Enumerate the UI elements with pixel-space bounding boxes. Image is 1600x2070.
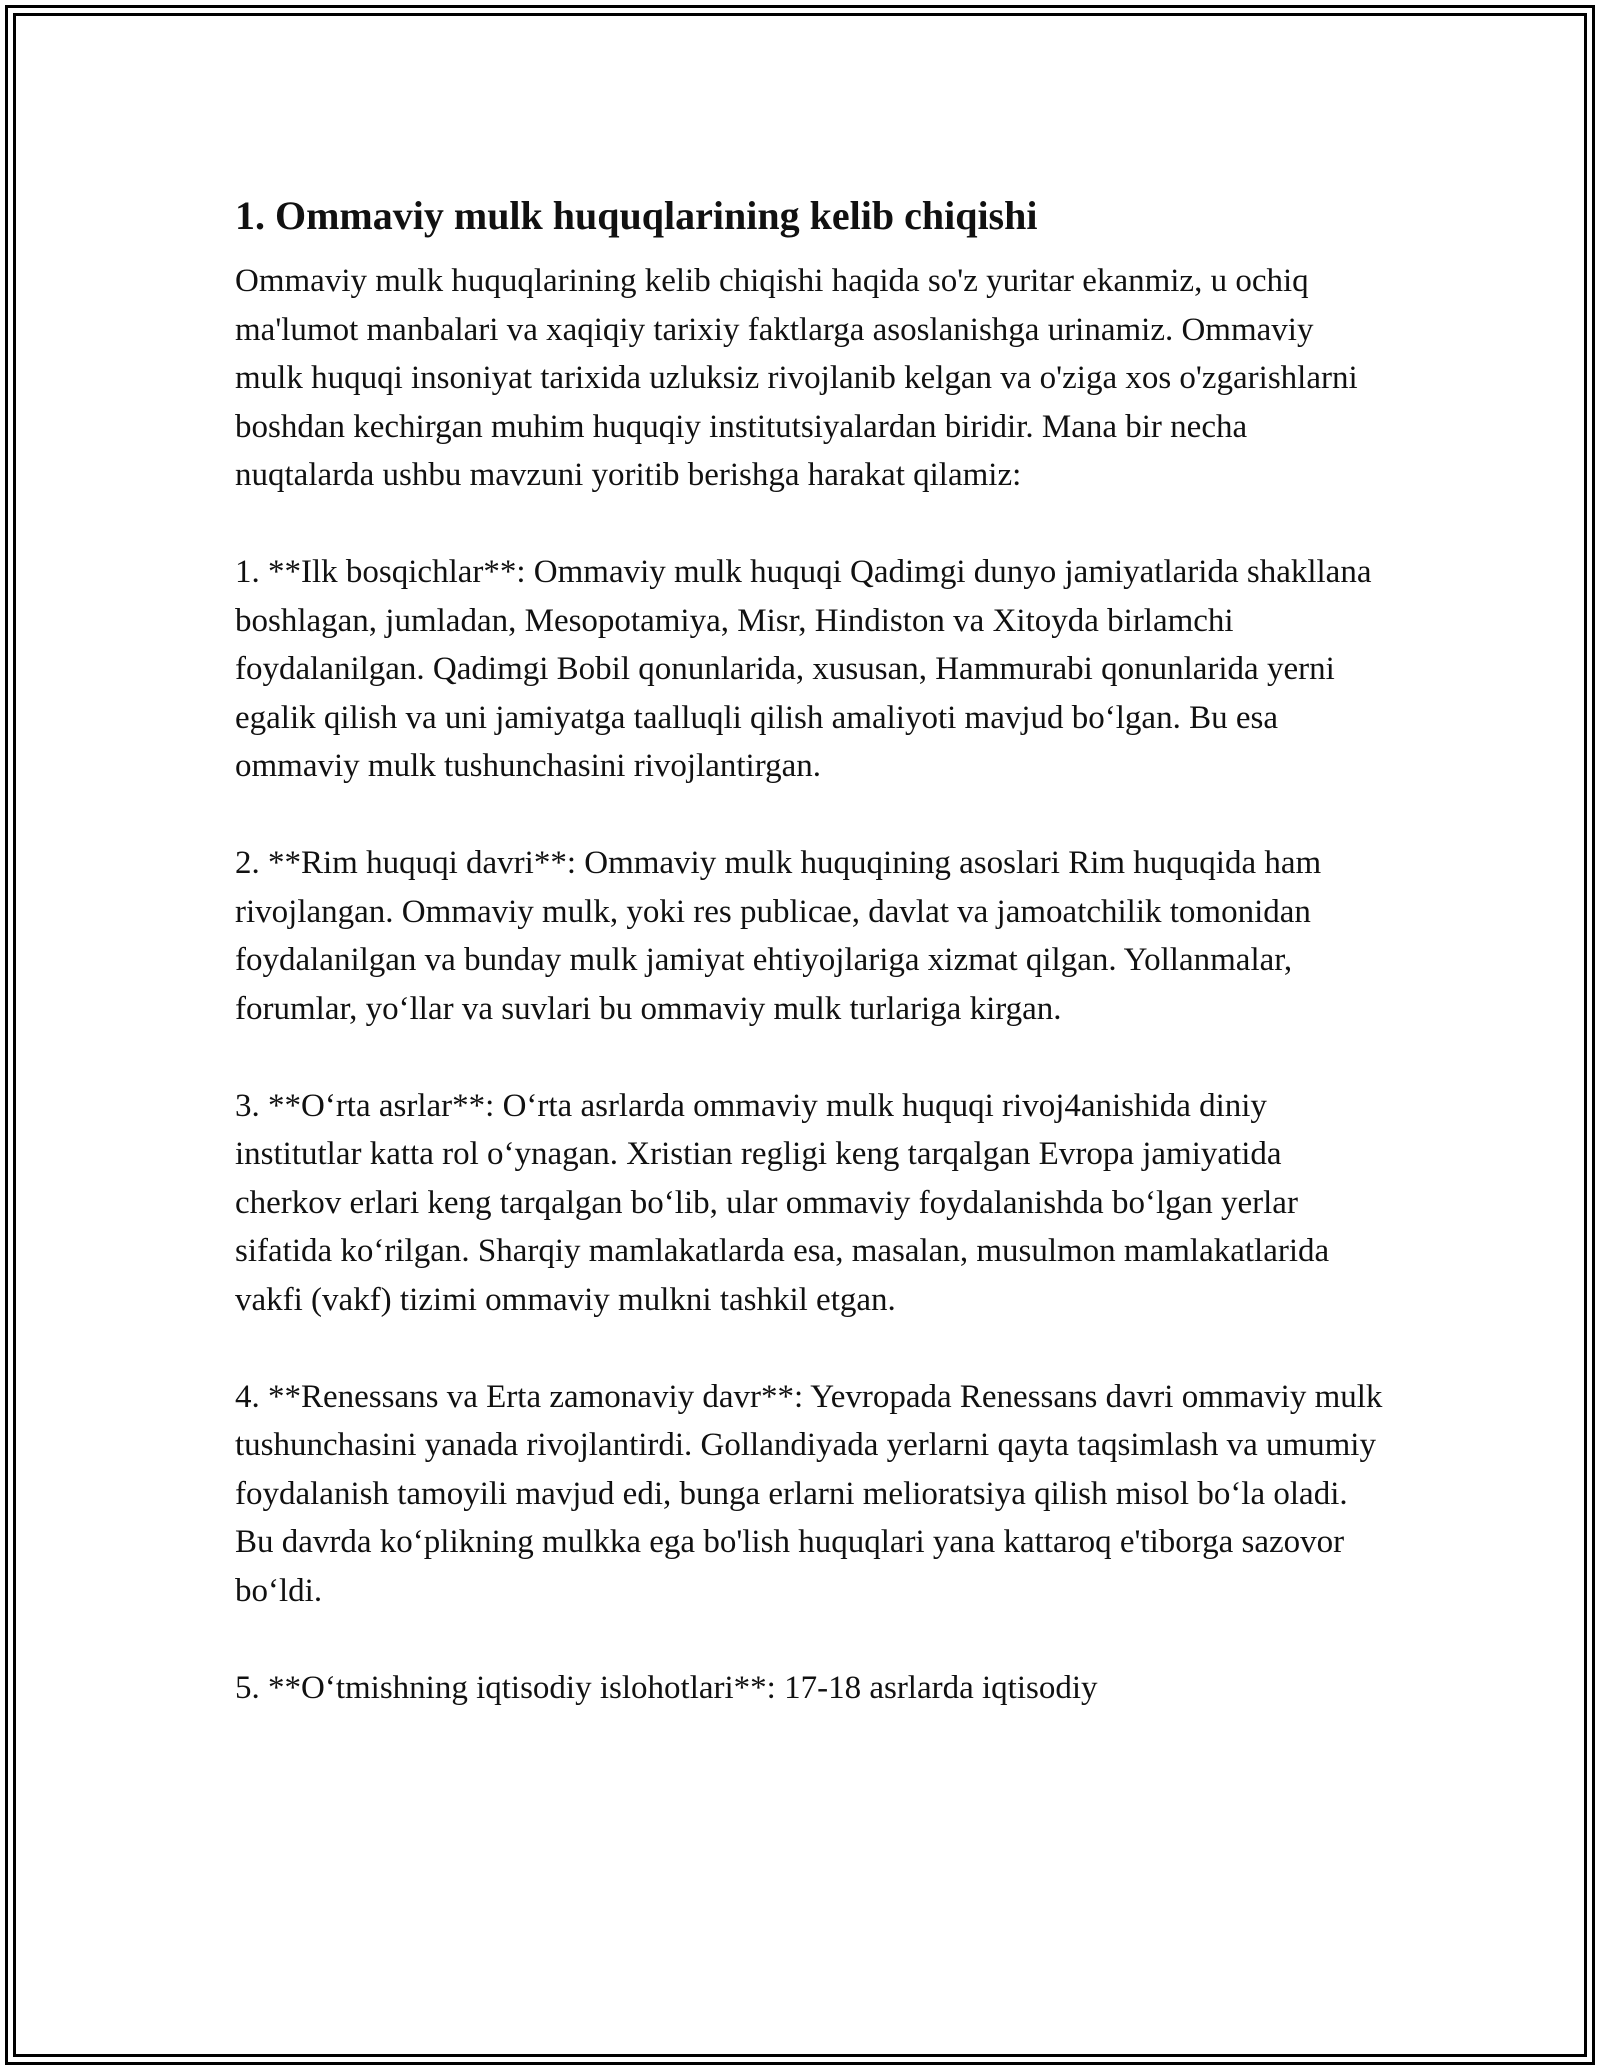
section-heading: 1. Ommaviy mulk huquqlarining kelib chiqishi — [235, 193, 1038, 238]
list-item-3: 3. **O‘rta asrlar**: O‘rta asrlarda ommaviy mulk huquqi rivoj4anishida diniy institutlar katta rol o‘ynagan. Xristian regligi keng tarqalgan Evropa jamiyatida cherkov erlari keng tarqalgan bo‘lib, ular ommaviy foydalanishda bo‘lgan yerlar sifatida ko‘rilgan. Sharqiy mamlakatlarda esa, masalan, musulmon mamlakatlarida vakfi (vakf) tizimi ommaviy mulkni tashkil etgan. — [235, 1087, 1330, 1318]
list-item-2: 2. **Rim huquqi davri**: Ommaviy mulk huquqining asoslari Rim huquqida ham rivojlangan. Ommaviy mulk, yoki res publicae, davlat va jamoatchilik tomonidan foydalanilgan va bunday mulk jamiyat ehtiyojlariga xizmat qilgan. Yollanmalar, forumlar, yo‘llar va suvlari bu ommaviy mulk turlariga kirgan. — [235, 845, 1322, 1027]
list-item-5: 5. **O‘tmishning iqtisodiy islohotlari**: 17-18 asrlarda iqtisodiy — [235, 1669, 1098, 1706]
list-item-1: 1. **Ilk bosqichlar**: Ommaviy mulk huquqi Qadimgi dunyo jamiyatlarida shakllana boshlagan, jumladan, Mesopotamiya, Misr, Hindiston va Xitoyda birlamchi foydalanilgan. Qadimgi Bobil qonunlarida, xususan, Hammurabi qonunlarida yerni egalik qilish va uni jamiyatga taalluqli qilish amaliyoti mavjud bo‘lgan. Bu esa ommaviy mulk tushunchasini rivojlantirgan. — [235, 554, 1372, 784]
document-body — [235, 183, 1385, 1712]
list-item-4: 4. **Renessans va Erta zamonaviy davr**: Yevropada Renessans davri ommaviy mulk tushunchasini yanada rivojlantirdi. Gollandiyada yerlarni qayta taqsimlash va umumiy foydalanish tamoyili mavjud edi, bunga erlarni melioratsiya qilish misol bo‘la oladi. Bu davrda ko‘plikning mulkka ega bo'lish huquqlari yana kattaroq e'tiborga sazovor bo‘ldi. — [235, 1378, 1383, 1609]
intro-paragraph: Ommaviy mulk huquqlarining kelib chiqishi haqida so'z yuritar ekanmiz, u ochiq ma'lumot manbalari va xaqiqiy tarixiy faktlarga asoslanishga urinamiz. Ommaviy mulk huquqi insoniyat tarixida uzluksiz rivojlanib kelgan va o'ziga xos o'zgarishlarni boshdan kechirgan muhim huquqiy institutsiyalardan biridir. Mana bir necha nuqtalarda ushbu mavzuni yoritib berishga harakat qilamiz: — [235, 263, 1358, 493]
